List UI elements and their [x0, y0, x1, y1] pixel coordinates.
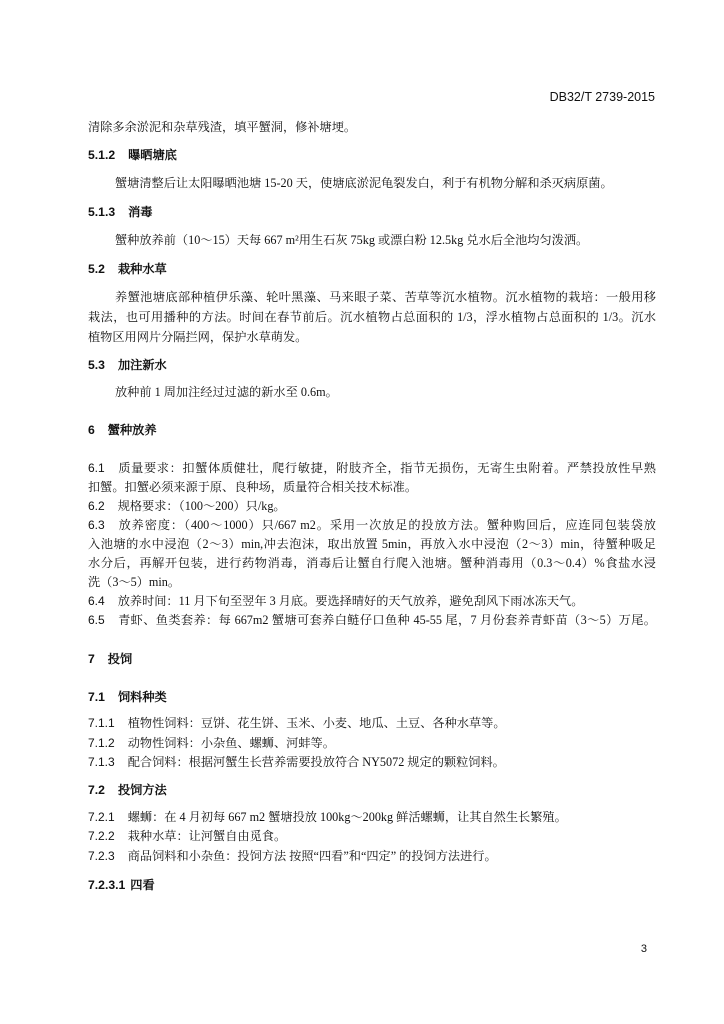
section-heading — [88, 204, 656, 220]
clause-line: 洗（3～5）min。 — [88, 575, 181, 589]
clause-number: 7.1.1 — [88, 716, 115, 730]
paragraph-line: 栽法，也可用播种的方法。时间在春节前后。沉水植物占总面积的 1/3，浮水植物占总面积的 1/3。沉水 — [88, 310, 656, 324]
heading-number: 7 — [88, 652, 95, 666]
paragraph-line: 清除多余淤泥和杂草残渣，填平蟹洞，修补塘埂。 — [88, 120, 357, 134]
heading-number: 7.1 — [88, 690, 105, 704]
standard-code-header: DB32/T 2739-2015 — [549, 90, 655, 104]
clause-text: 质量要求：扣蟹体质健壮，爬行敏捷，附肢齐全，指节无损伤，无寄生虫附着。严禁投放性早熟 — [117, 461, 656, 475]
chapter-heading — [88, 651, 656, 667]
section-heading — [88, 689, 656, 705]
clause-text: 配合饲料：根据河蟹生长营养需要投放符合 NY5072 规定的颗粒饲料。 — [127, 755, 505, 769]
clause-number: 7.2.3 — [88, 849, 115, 863]
heading-number: 7.2 — [88, 783, 105, 797]
paragraph-line: 植物区用网片分隔拦网，保护水草萌发。 — [88, 330, 308, 344]
clause-number: 6.2 — [88, 499, 105, 513]
clause-number: 6.3 — [88, 518, 105, 532]
paragraph-line: 蟹种放养前（10～15）天每 667 m²用生石灰 75kg 或漂白粉 12.5kg 兑水后全池均匀泼洒。 — [115, 233, 589, 247]
heading-number: 5.1.2 — [88, 148, 116, 162]
heading-number: 7.2.3.1 — [88, 878, 126, 892]
paragraph-line: 养蟹池塘底部种植伊乐藻、轮叶黑藻、马来眼子菜、苦草等沉水植物。沉水植物的栽培：一般用移 — [115, 290, 656, 304]
clause-line: 入池塘的水中浸泡（2～3）min,冲去泡沫，取出放置 5min，再放入水中浸泡（2～3）min，待蟹种吸足 — [88, 537, 656, 551]
clause-line — [88, 735, 656, 751]
section-heading — [88, 782, 656, 798]
section-heading — [88, 357, 656, 373]
heading-title: 蟹种放养 — [107, 423, 157, 437]
clause-text: 青虾、鱼类套养：每 667m2 蟹塘可套养白鲢仔口鱼种 45-55 尾，7 月份套养青虾苗（3～5）万尾。 — [117, 613, 656, 627]
clause-number: 7.1.3 — [88, 755, 115, 769]
heading-title: 投饲方法 — [117, 783, 167, 797]
heading-title: 加注新水 — [117, 358, 167, 372]
clause-number: 7.2.1 — [88, 810, 115, 824]
section-heading — [88, 261, 656, 277]
clause-number: 7.1.2 — [88, 736, 115, 750]
clause-line — [88, 809, 656, 825]
clause-text: 栽种水草：让河蟹自由觅食。 — [127, 829, 287, 843]
clause-line — [88, 498, 656, 514]
clause-line: 扣蟹。扣蟹必须来源于原、良种场，质量符合相关技术标准。 — [88, 480, 418, 494]
clause-line — [88, 754, 656, 770]
clause-line — [88, 848, 656, 864]
clause-line — [88, 460, 656, 476]
subsection-heading — [88, 877, 656, 893]
clause-line — [88, 715, 656, 731]
clause-line: 水分后，再解开包装，进行药物消毒，消毒后让蟹自行爬入池塘。蟹种消毒用（0.3～0.4）%食盐水浸 — [88, 556, 656, 570]
paragraph-line: 放种前 1 周加注经过过滤的新水至 0.6m。 — [115, 385, 338, 399]
heading-title: 栽种水草 — [117, 262, 167, 276]
chapter-heading — [88, 422, 656, 438]
paragraph-line: 蟹塘清整后让太阳曝晒池塘 15-20 天，使塘底淤泥龟裂发白，利于有机物分解和杀灭病原菌。 — [115, 176, 613, 190]
heading-number: 5.1.3 — [88, 205, 116, 219]
heading-title: 投饲 — [107, 652, 133, 666]
page-number: 3 — [640, 943, 647, 955]
heading-title: 饲料种类 — [117, 690, 167, 704]
clause-line — [88, 517, 656, 533]
heading-number: 5.2 — [88, 262, 105, 276]
clause-text: 植物性饲料：豆饼、花生饼、玉米、小麦、地瓜、土豆、各种水草等。 — [127, 716, 506, 730]
clause-text: 放养时间：11 月下旬至翌年 3 月底。要选择晴好的天气放养，避免刮风下雨冰冻天气。 — [117, 594, 584, 608]
clause-line — [88, 828, 656, 844]
clause-text: 商品饲料和小杂鱼：投饲方法 按照“四看”和“四定” 的投饲方法进行。 — [127, 849, 497, 863]
clause-number: 6.5 — [88, 613, 105, 627]
clause-line — [88, 612, 656, 628]
clause-number: 7.2.2 — [88, 829, 115, 843]
clause-text: 规格要求：（100～200）只/kg。 — [117, 499, 286, 513]
clause-text: 放养密度：（400～1000）只/667 m2。采用一次放足的投放方法。蟹种购回后，应连同包装袋放 — [117, 518, 656, 532]
clause-number: 6.1 — [88, 461, 105, 475]
heading-title: 消毒 — [128, 205, 153, 219]
heading-number: 5.3 — [88, 358, 105, 372]
heading-title: 四看 — [130, 878, 155, 892]
clause-text: 动物性饲料：小杂鱼、螺蛳、河蚌等。 — [127, 736, 335, 750]
heading-number: 6 — [88, 423, 95, 437]
heading-title: 曝晒塘底 — [128, 148, 177, 162]
section-heading — [88, 147, 656, 163]
clause-line — [88, 593, 656, 609]
clause-number: 6.4 — [88, 594, 105, 608]
clause-text: 螺蛳：在 4 月初每 667 m2 蟹塘投放 100kg～200kg 鲜活螺蛳，让其自然生长繁殖。 — [127, 810, 567, 824]
